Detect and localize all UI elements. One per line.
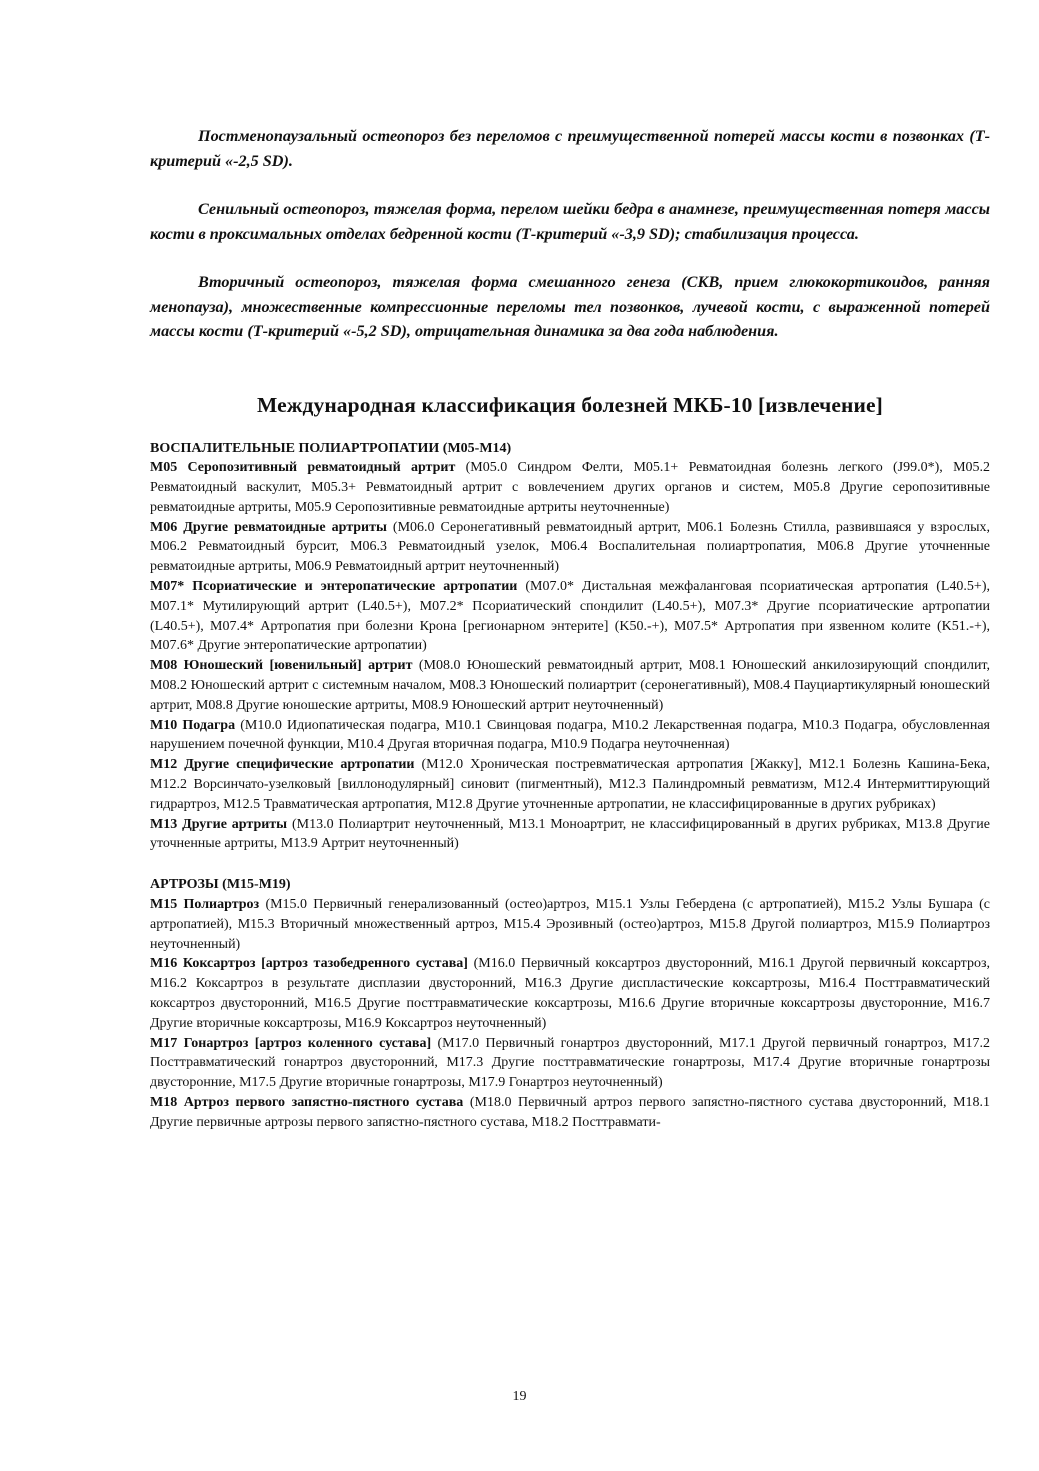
entry-details: (М12.0 Хроническая постревматическая артропатия [Жакку], М12.1 Болезнь Кашина-Бека, М12.2 Ворсинчато-узелковый [виллонодулярный] синовит (пигментный), М12.3 Палиндромный ревматизм, М12.4 Интермиттирующий гидрартроз, М12.5 Травматическая артропатия, М12.8 Другие уточненные артропатии, не классифицированные в других рубриках) [150,757,991,812]
entry-m12 [150,755,990,814]
intro-paragraph-1: Постменопаузальный остеопороз без переломов с преимущественной потерей массы кости в позвонках (Т-критерий «-2,5 SD). [150,127,990,170]
entry-code: М13 [150,816,178,832]
entry-m05 [150,458,990,517]
entry-m10 [150,716,990,756]
entry-details: (М17.0 Первичный гонартроз двусторонний, М17.1 Другой первичный гонартроз, М17.2 Посттравматический гонартроз двусторонний, М17.3 Другие посттравматические гонартрозы, М17.4 Другие вторичные гонартрозы двусторонние, М17.5 Другие вторичные гонартрозы, М17.9 Гонартроз неуточненный) [150,1035,991,1091]
entry-details: (М10.0 Идиопатическая подагра, М10.1 Свинцовая подагра, М10.2 Лекарственная подагра, М10.3 Подагра, обусловленная нарушением почечной функции, М10.4 Другая вторичная подагра, М10.9 Подагра неуточненная) [150,717,990,753]
page-number: 19 [512,1389,527,1404]
entry-name: Коксартроз [артроз тазобедренного сустава] [182,956,468,972]
entry-details: (М07.0* Дистальная межфаланговая псориатическая артропатия (L40.5+), М07.1* Мутилирующий артрит (L40.5+), М07.2* Псориатический спондилит (L40.5+), М07.3* Другие псориатические артропатии (L40.5+), М07.4* Артропатия при болезни Крона [регионарном энтерите] (K50.-+), М07.5* Артропатия при язвенном колите (K51.-+), М07.6* Другие энтеропатические артропатии) [150,579,990,654]
entry-name: Псориатические и энтеропатические артропатии [192,579,518,595]
entry-name: Серопозитивный ревматоидный артрит [187,460,456,476]
section-title-polyarthropathies: ВОСПАЛИТЕЛЬНЫЕ ПОЛИАРТРОПАТИИ (М05-М14) [150,440,512,456]
section-title-arthroses: АРТРОЗЫ (М15-М19) [150,877,291,893]
entry-details: (М06.0 Серонегативный ревматоидный артрит, М06.1 Болезнь Стилла, развившаяся у взрослых, М06.2 Ревматоидный бурсит, М06.3 Ревматоидный узелок, М06.4 Воспалительная полиартропатия, М06.8 Другие уточненные ревматоидные артриты, М06.9 Ревматоидный артрит неуточненный) [150,519,990,575]
entry-m18 [150,1093,990,1133]
document-page [150,124,990,1133]
entry-details: (М15.0 Первичный генерализованный (остео)артроз, М15.1 Узлы Гебердена (с артропатией), М15.2 Узлы Бушара (с артропатией), М15.3 Вторичный множественный артроз, М15.4 Эрозивный (остео)артроз, М15.8 Другой полиартроз, М15.9 Полиартроз неуточненный) [150,897,991,952]
entry-code: М12 [150,757,178,773]
entry-m06 [150,518,990,577]
entry-name: Юношеский [ювенильный] артрит [183,658,413,674]
entry-name: Другие артриты [182,816,288,832]
intro-paragraph-2: Сенильный остеопороз, тяжелая форма, перелом шейки бедра в анамнезе, преимущественная потеря массы кости в проксимальных отделах бедренной кости (Т-критерий «-3,9 SD); стабилизация процесса. [150,200,990,243]
entry-m15 [150,895,990,954]
entry-code: М10 [150,717,178,733]
entry-details: (М08.0 Юношеский ревматоидный артрит, М08.1 Юношеский анкилозирующий спондилит, М08.2 Юношеский артрит с системным началом, М08.3 Юношеский полиартрит (серонегативный), М08.4 Пауциартикулярный юношеский артрит, М08.8 Другие юношеские артриты, М08.9 Юношеский артрит неуточненный) [150,658,991,713]
main-title: Международная классификация болезней МКБ-10 [извлечение] [257,392,883,417]
entry-m16 [150,954,990,1033]
entry-code: М07* [150,579,185,595]
entry-details: (М16.0 Первичный коксартроз двусторонний, М16.1 Другой первичный коксартроз, М16.2 Коксартроз в результате дисплазии двусторонний, М16.3 Другие диспластические коксартрозы, М16.4 Посттравматический коксартроз двусторонний, М16.5 Другие посттравматические коксартрозы, М16.6 Другие вторичные коксартрозы двусторонние, М16.7 Другие вторичные коксартрозы, М16.9 Коксартроз неуточненный) [150,956,990,1031]
entry-name: Подагра [182,717,236,733]
entry-code: М06 [150,519,178,535]
entry-m08 [150,656,990,715]
entry-details: (М13.0 Полиартрит неуточненный, М13.1 Моноартрит, не классифицированный в других рубриках, М13.8 Другие уточненные артриты, М13.9 Артрит неуточненный) [150,816,991,852]
entry-code: М18 [150,1095,178,1110]
entry-name: Гонартроз [артроз коленного сустава] [183,1035,432,1051]
entry-details: (М18.0 Первичный артроз первого запястно-пястного сустава двусторонний, М18.1 Другие первичные артрозы первого запястно-пястного сустава, М18.2 Посттравмати- [150,1095,991,1130]
entry-name: Полиартроз [183,897,260,913]
intro-paragraph-3: Вторичный остеопороз, тяжелая форма смешанного генеза (СКВ, прием глюкокортикоидов, ранняя менопауза), множественные компрессионные переломы тел позвонков, лучевой кости, с выраженной потерей массы кости (Т-критерий «-5,2 SD), отрицательная динамика за два года наблюдения. [150,273,990,340]
entry-code: М16 [150,956,178,972]
entry-code: М17 [150,1035,178,1051]
entry-name: Другие специфические артропатии [184,757,415,773]
entry-code: М15 [150,897,178,913]
entry-code: М05 [150,460,178,476]
entry-m17 [150,1034,990,1093]
entry-name: Другие ревматоидные артриты [183,519,387,535]
entry-details: (М05.0 Синдром Фелти, М05.1+ Ревматоидная болезнь легкого (J99.0*), М05.2 Ревматоидный васкулит, М05.3+ Ревматоидный артрит с вовлечением других органов и систем, М05.8 Другие серопозитивные ревматоидные артриты, М05.9 Серопозитивные ревматоидные артриты неуточненные) [150,460,991,515]
entry-m13 [150,815,990,855]
entry-name: Артроз первого запястно-пястного сустава [183,1095,464,1110]
entry-code: М08 [150,658,178,674]
entry-m07 [150,577,990,656]
